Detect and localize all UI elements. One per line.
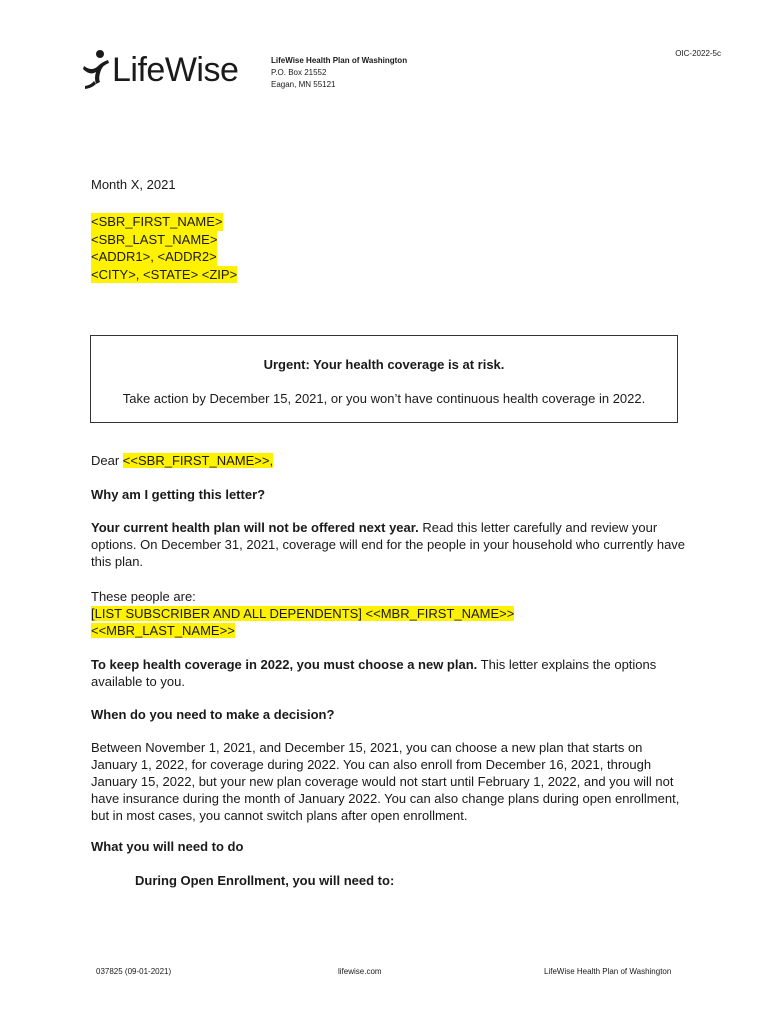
salutation-prefix: Dear <box>91 453 123 468</box>
lifewise-logo <box>82 48 252 92</box>
people-list-line-1: [LIST SUBSCRIBER AND ALL DEPENDENTS] <<MBR_FIRST_NAME>> <box>91 606 515 621</box>
logo-wordmark: LifeWise <box>112 51 239 89</box>
org-name: LifeWise Health Plan of Washington <box>271 56 408 65</box>
footer-org: LifeWise Health Plan of Washington <box>544 967 672 976</box>
recipient-address-block <box>91 213 237 283</box>
po-box: P.O. Box 21552 <box>271 68 327 77</box>
paragraph-enrollment-dates: Between November 1, 2021, and December 15, 2021, you can choose a new plan that starts on January 1, 2022, for coverage during 2022. You can also enroll from December 16, 2021, through January 15, 2022, but your new plan coverage would not start until February 1, 2022, and you will not have insurance during the month of January 2022. You can also change plans during open enrollment, but in most cases, you cannot switch plans after open enrollment. <box>91 740 680 823</box>
recipient-address: <ADDR1>, <ADDR2> <box>91 249 217 264</box>
return-address <box>271 55 407 91</box>
urgent-notice-body: Take action by December 15, 2021, or you won’t have continuous health coverage in 2022. <box>122 391 646 406</box>
paragraph-choose-plan <box>91 656 691 690</box>
document-code: OIC-2022-5c <box>675 49 721 58</box>
subheading-open-enrollment: During Open Enrollment, you will need to: <box>135 873 395 888</box>
heading-what-to-do: What you will need to do <box>91 839 244 854</box>
people-intro: These people are: <box>91 589 196 604</box>
heading-why-letter: Why am I getting this letter? <box>91 487 266 502</box>
choose-plan-text: This letter explains the options available to you. <box>91 657 657 689</box>
affected-people-block <box>91 588 691 639</box>
salutation-name: <<SBR_FIRST_NAME>>, <box>122 453 274 468</box>
heading-when-decide: When do you need to make a decision? <box>91 707 335 722</box>
urgent-notice-title: Urgent: Your health coverage is at risk. <box>263 357 505 372</box>
footer-form-id: 037825 (09-01-2021) <box>96 967 172 976</box>
paragraph-plan-ending <box>91 519 691 570</box>
plan-ending-text: Read this letter carefully and review your options. On December 31, 2021, coverage will end for the people in your household who currently have this plan. <box>91 520 686 569</box>
choose-plan-bold: To keep health coverage in 2022, you must choose a new plan. <box>91 657 478 672</box>
recipient-last-name: <SBR_LAST_NAME> <box>91 231 218 247</box>
city-line: Eagan, MN 55121 <box>271 80 336 89</box>
letter-date: Month X, 2021 <box>91 177 176 192</box>
recipient-city-state-zip: <CITY>, <STATE> <ZIP> <box>91 266 238 282</box>
urgent-notice-box <box>90 335 678 423</box>
plan-ending-bold: Your current health plan will not be offered next year. <box>91 520 419 535</box>
salutation <box>91 452 691 469</box>
people-list-line-2: <<MBR_LAST_NAME>> <box>91 623 235 638</box>
lifewise-figure-icon <box>82 48 112 92</box>
footer-website: lifewise.com <box>338 967 382 976</box>
recipient-first-name: <SBR_FIRST_NAME> <box>91 214 223 229</box>
